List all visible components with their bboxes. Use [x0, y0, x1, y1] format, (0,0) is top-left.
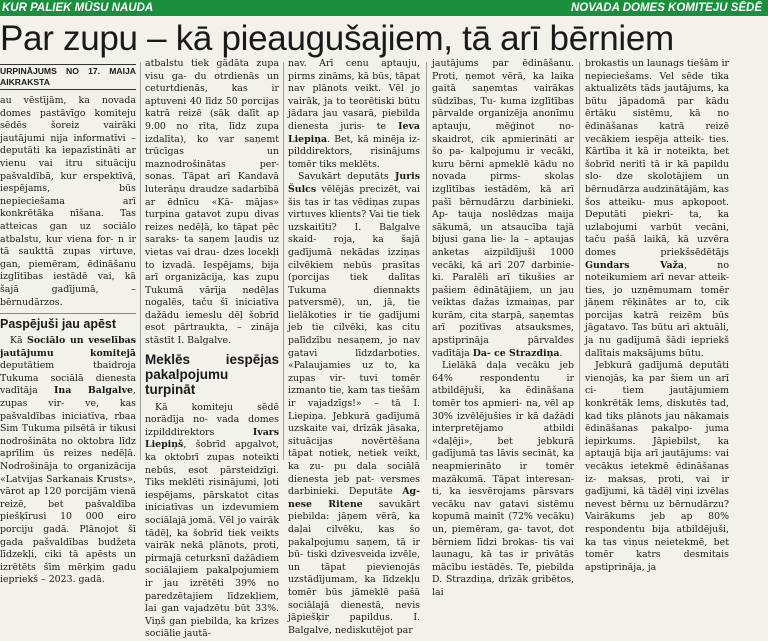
- article-headline: Par zupu – kā pieaugušajiem, tā arī bērniem: [0, 19, 674, 58]
- article-paragraph: Lielākā daļa vecāku jeb 64% respondentu ir atbildējuši, ka ēdināšana tomēr tos apmieri- na, vēl ap 30% izvēlējušies ir kā dažādi interpretējamo atbildi «daļēji», bet jebkurā gadījumā tas lāvis secināt, ka neapmierināto ir tomēr mazākumā. Tāpat interesan- ti, ka iesvērojams pārsvars vecāku nav gatavi sistēmu kopumā mainīt (72% vecāku) un, piemēram, ga- tavot, dot bērniem līdzi brokas- tis vai launagu, kā tas ir privātās mācību iestādēs. Te, piebilda D. Strazdiņa, drīzāk gribētos, lai: [432, 360, 574, 598]
- article-paragraph: [288, 58, 420, 171]
- article-paragraph: [432, 58, 574, 360]
- section-banner-right: NOVADA DOMES KOMITEJU SĒDĒ: [570, 2, 762, 14]
- paragraph-text: jautājums par ēdināšanu. Proti, ņemot vērā, ka laika gaitā saņemtas vairākas sūdzības, Tu- kuma izglītības pārvalde organizēja anonīmu aptauju, mēģinot no- skaidrot, cik apmierināti ar šo pa- kalpojumu ir vecāki, kuru bērni apmeklē kādu no novada pirms- skolas izglītības iestādēm, kā arī pašī bērnudārzu darbinieki. Ap- tauja noslēdzas maija sākumā, un atsaucība tajā bijusi gana lie- la – aptaujas anketas aizpildījuši 1000 vecāki, kā arī 207 darbinie- ki. Paralēli arī tikušies ar pašiem ēdinātājiem, un jau veiktas dažas izmaiņas, par kurām, cita starpā, saņemtas arī pozitīvas atsauksmes, apstiprināja pārvaldes vadītāja: [432, 58, 574, 359]
- paragraph-text: Kā komiteju sēdē norādīja no- vada domes izpilddirektors: [145, 401, 279, 438]
- section-banner-left: KUR PALIEK MŪSU NAUDA: [2, 2, 154, 14]
- article-intro: au vēstījām, ka novada domes pastāvīgo komiteju sēdēs šoreiz vairāki jautājumi nija informatīvi – deputāti ka iepazīstināti ar vienu vai itru situāciju pašvaldībā, kur erspektīvā, iespējams, būs nepieciešama arī konkrētāka nīšana. Tas atteicas gan uz sociālo atbalstu, kur viena for- n ir tā saukttā zupas virtuve, gan, piemēram, ēdināšanu izglītības iestādē vai, kā šajā gadījumā, – bērnudārzos.: [0, 95, 136, 308]
- article-column-1: [0, 64, 137, 586]
- paragraph-text: Savukārt deputāts: [298, 171, 395, 183]
- section-banner: [0, 0, 768, 16]
- person-name: Da- ce Strazdiņa: [472, 347, 560, 359]
- article-paragraph: atbalstu tiek gādāta zupa visu ga- du otrdienās un ceturtdienās, kas ir aptuveni 40 līdz 50 porcijas katrā reizē (sāk dalīt ap 9.00 no rīta, līdz zupa izdalīta), ko var saņemt trūcīgas un maznodrošinātas per- sonas. Tāpat arī Kandavā luterāņu draudze sadarbībā ar ēdnīcu «Kā- mājas» turpina gatavot zupu divas reizes nedēļā, ko tāpat pēc saraks- ta saņem ļaudis uz vietas vai drau- dzes locekļi to izvadā. Iespējams, bija arī organizācija, kas zupu Tukumā vārīja nedēļas nogalēs, taču šī iniciatīva dažādu iemeslu dēļ šobrīd esot pārtraukta, – zināja stāstīt I. Balgalve.: [145, 58, 279, 347]
- person-name: Ivars Liepiņš: [145, 426, 279, 451]
- article-column-2: [145, 58, 279, 640]
- article-column-3: [288, 58, 421, 636]
- paragraph-text: , no noteikumiem arī nevar atteik- ties, jo uzņēmumam tomēr jāņem rēķinātes ar to, cik porcijas katrā reizēm būs jāgatavo. Tas būtu arī aktuāli, ja nu gadījumā šādi iepriekš dalītais maksājums būtu.: [585, 259, 729, 359]
- article-paragraph: Jebkurā gadījumā deputāti vienojās, ka par šiem un arī ci- tiem jautājumiem konkrētāk lems, diskutēs tad, kad tiks plānots jau nākamais ēdināšanas pakalpo- juma iepirkums. Jāpiebilst, ka aptaujā bija arī jautājums: vai vecākus ietekmē ēdināšanas iz- maksas, proti, vai ir gadījumi, kā tādēļ viņi izvēlas nevest bērnu uz bērnudārzu? Vairākums jeb ap 80% respondentu bija atbildējuši, ka tas viņus neietekmē, bet tomēr katrs desmitais apstiprināja, ja: [585, 360, 729, 573]
- article-column-5: [585, 58, 729, 573]
- article-paragraph: Kā Sociālo un veselības jautājumu komitejā deputātiem tbaidroja Tukuma sociālā dienesta vadītāja Ina Balgalve, zupas vir- ve, kas pašvaldības iniciatīva, rbaa Sim Tukuma pilsētā ir tikusi nodrošināta no oktobra līdz aprīlim ūs reizes nedēļā. Nodrošināja to organizācija «Latvijas Sarkanais Krusts», vārot ap 120 porcijām vienā reizē, bet pašvaldība piešķīrusi 10 000 eiro porciju gadā. Plānojot šī gada pašvaldības budžeta līdzekļi, ciki tā apēsts un izrētēts šīm mērķim gadu iepriekš – 2023. gadā.: [0, 335, 137, 586]
- column-divider: [579, 62, 580, 460]
- person-name: Juris Šulcs: [288, 171, 420, 195]
- person-name: Ina Balgalve: [54, 385, 134, 397]
- article-subhead-1: Paspējuši jau apēst: [0, 313, 136, 332]
- paragraph-text: deputātiem tbaidroja Tukuma sociālā dienesta vadītāja: [0, 360, 136, 397]
- paragraph-text: savukārt piebilda: jāņem vērā, ka daļai cilvēku, kas šo pakalpojumu saņem, tā ir bū- tiski dzīvesveida izvēle, un tāpat pievienojās uzstādījumam, ka līdzekļu tomēr būs jāmeklē pašā sociālajā dienestā, nevis jāpiešķir papildus. I. Balgalve, nediskutējot par: [288, 498, 421, 636]
- article-subhead-2: Meklēs iespējas pakalpojumu turpināt: [145, 351, 279, 397]
- article-paragraph: [585, 58, 729, 360]
- person-name: Ag- nese Ritene: [288, 486, 420, 510]
- paragraph-text: , šobrīd apgalvot, ka oktobrī zupas noteikti nebūs, esot pārsteidzīgi. Tiks meklēti risinājumi, ļoti iespējams, pārskatot citas iniciatīvas un izdevumiem sociālajā jomā. Vēl jo vairāk tādēļ, ka šobrīd tiek veikts vairāk nekā plānots, proti, pirmajā ceturksnī dažādiem sociālajiem pakalpojumiem ir jau izrētēti 39% no paredzētajiem līdzekļiem, lai gan vajadzētu būt 33%. Viņš gan piebilda, ka krīzes sociālie jautā-: [145, 439, 279, 640]
- paragraph-text: , zupas vir- ve, kas pašvaldības iniciatīva, rbaa Sim Tukuma pilsētā ir tikusi nodrošināta no oktobra līdz aprīlim ūs reizes nedēļā. Nodrošināja to organizācija «Latvijas Sarkanais Krusts», vārot ap 120 porcijām vienā reizē, bet pašvaldība piešķīrusi 10 000 eiro porciju gadā. Plānojot šī gada pašvaldības budžeta līdzekļi, ciki tā apēsts un izrētēts šīm mērķim gadu iepriekš – 2023. gadā.: [0, 385, 136, 586]
- column-divider: [283, 62, 284, 460]
- article-column-4: [432, 58, 574, 598]
- paragraph-text: .: [559, 347, 563, 359]
- continuation-label: URPINĀJUMS NO 17. MAIJA AIKRAKSTA: [0, 64, 136, 90]
- person-name: Ieva Liepiņa: [288, 120, 420, 145]
- committee-name: Sociālo un veselības jautājumu komitejā: [0, 335, 137, 359]
- paragraph-text: nav. Arī cenu aptauju, pirms zināms, kā būs, tāpat nav plānots veikt. Vēl jo vairāk, ja to teorētiski būtu jādara jau vasarā, piebilda dienesta juris- te: [288, 58, 420, 132]
- paragraph-text: brokastis un launags tiešām ir nepieciešams. Vel sēde tika aktualizēts tāds jautājums, ka būtu jāpadomā par kādu ērtāku sistēmu, kā no ēdināšanas katrā reizē vecākiem iespēja atteik- ties. Kārtība it kā ir noteikta, bet šobrīd neritī tā ir kā papildu slo- dze skolotājiem un bērnudārza audzinātājām, kas šos atteiku- mus apkopoot. Deputāti piekri- ta, ka uzlabojumi varbūt vecāni, taču pašā laikā, kā uzvēra domes priekšsēdētājs: [585, 58, 729, 258]
- person-name: Gundars Važa: [585, 259, 684, 271]
- paragraph-text: vēlējās precizēt, vai šis tas ir tas vēdiņas zupas virtuves klients? Vai tie tiek uzskaitīti? I. Balgalve skaid- roja, ka šajā gadījumā nekādas izziņas cilvēkiem nebūs prasītas (porcijas tiek dalītas Tukuma diennakts patversmē), un, jā, tie lielākoties ir tie gadījumi jeb tie cilvēki, kas citu palīdzību nesaņem, jo nav gatavi līdzdarboties. «Palaujamies uz to, ka zupas vir- tuvi tomēr izmanto tie, kam tas tiešām ir vajadzīgs!» – tā I. Liepiņa. Jebkurā gadījumā uzskaite vai, drīzāk jāsaka, situācijas novērtēšana tāpat notiek, netiek veikt, ka zu- pu dala sociālā dienesta jeb pat- versmes darbinieki. Deputāte: [288, 183, 420, 498]
- article-paragraph: [288, 171, 420, 637]
- column-divider: [426, 62, 427, 460]
- paragraph-text: . Bet, kā minēja iz- pilddirektors, risinājums tomēr tiks meklēts.: [288, 133, 420, 170]
- column-divider: [140, 62, 141, 460]
- article-paragraph: [145, 402, 279, 641]
